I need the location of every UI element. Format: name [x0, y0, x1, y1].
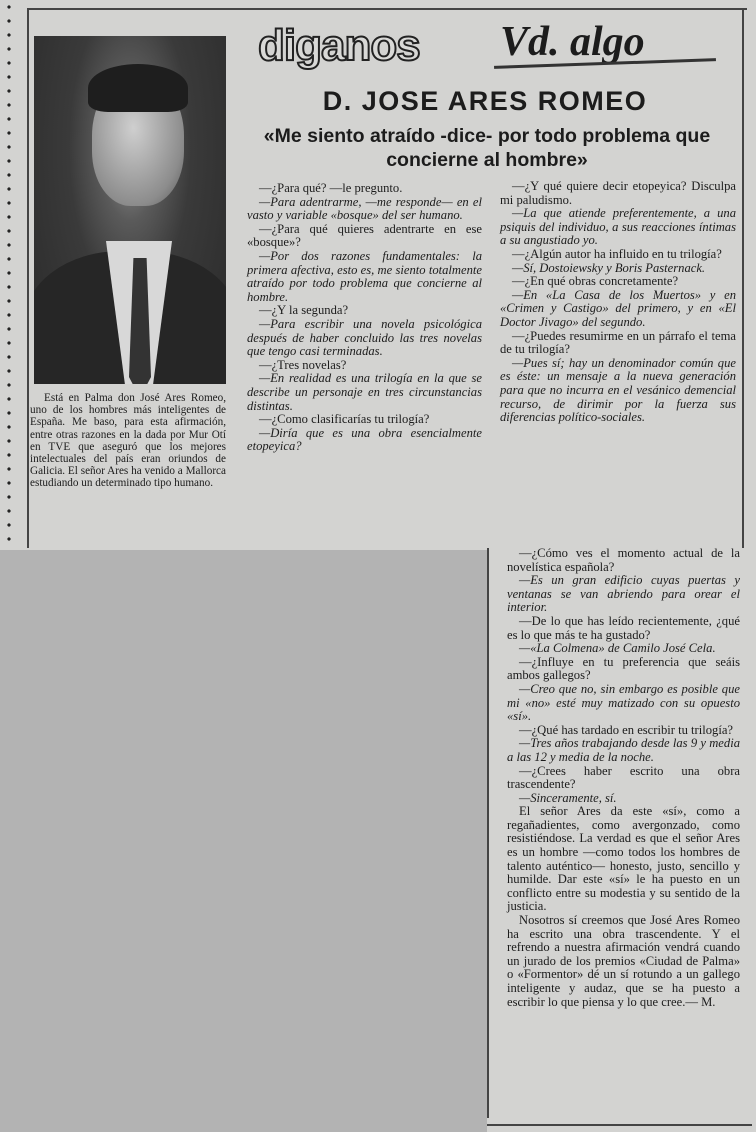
interview-paragraph: —¿Cómo ves el momento actual de la novelística española? — [507, 546, 740, 574]
interview-paragraph: —¿Para qué? —le pregunto. — [259, 181, 403, 195]
interview-paragraph: —¿Para qué quieres adentrarte en ese «bosque»? — [247, 221, 482, 250]
interview-paragraph: —Diría que es una obra esencialmente etopeyica? — [247, 425, 482, 454]
interview-paragraph: —Sinceramente, sí. — [519, 790, 617, 805]
interview-paragraph: —¿Y la segunda? — [259, 303, 349, 318]
interview-paragraph: —De lo que has leído recientemente, ¿qué es lo que más te ha gustado? — [507, 613, 740, 642]
top-border-rule — [27, 8, 747, 10]
perforation-dots — [3, 0, 15, 550]
bottom-left-rule — [487, 548, 489, 1118]
interview-paragraph: —Creo que no, sin embargo es posible que mi «no» esté muy matizado con su opuesto «sí». — [507, 681, 740, 724]
interview-paragraph: —¿Como clasificarías tu trilogía? — [259, 412, 430, 427]
interview-paragraph: —Tres años trabajando desde las 9 y media a las 12 y media de la noche. — [507, 736, 740, 764]
interview-paragraph: —¿Puedes resumirme en un párrafo el tema de tu trilogía? — [500, 328, 736, 357]
interview-paragraph: —¿En qué obras concretamente? — [512, 274, 679, 289]
interview-column-1 — [247, 182, 482, 454]
interview-paragraph: —¿Algún autor ha influido en tu trilogía? — [512, 246, 722, 261]
interview-paragraph: —En realidad es una trilogía en la que se describe un personaje en tres circunstancias distintas. — [247, 371, 482, 413]
interview-paragraph: —Por dos razones fundamentales: la primera afectiva, esto es, me siento totalmente atraído por todo problema que concierne al hombre. — [247, 248, 482, 304]
interview-paragraph: —Pues sí; hay un denominador común que es éste: un mensaje a la nueva generación para que no incurra en el vesánico demencial recurso, de dirimir por la fuerza sus diferencias político-sociales. — [500, 355, 736, 425]
interview-paragraph: —Es un gran edificio cuyas puertas y ventanas se van abriendo para orear el interior. — [507, 573, 740, 615]
headline: D. JOSE ARES ROMEO — [322, 86, 648, 116]
photo-caption: Está en Palma don José Ares Romeo, uno de los hombres más inteligentes de España. Me baso, para esta afirmación, entre otras razones en la dada por Mur Otí en TVE que aseguró que los mejores intelectuales del país eran oriundos de Galicia. El señor Ares ha venido a Mallorca estudiando un determinado tipo humano. — [30, 392, 226, 490]
interview-paragraph: —Para escribir una novela psicológica después de haber concluido las tres novelas que tengo casi terminadas. — [247, 316, 482, 359]
interview-paragraph: —¿Influye en tu preferencia que seáis ambos gallegos? — [507, 654, 740, 683]
portrait-photo — [34, 36, 226, 384]
interview-paragraph: —En «La Casa de los Muertos» y en «Crimen y Castigo» del primero, y en «El Doctor Jivago» del segundo. — [500, 287, 736, 329]
subheadline: «Me siento atraído -dice- por todo problema que concierne al hombre» — [263, 125, 711, 171]
section-title-script: Vd. algo — [500, 19, 645, 65]
left-border-rule — [27, 8, 29, 548]
interview-paragraph: —Sí, Dostoiewsky y Boris Pasternack. — [512, 260, 706, 275]
interview-paragraph: —¿Tres novelas? — [259, 357, 347, 372]
interview-paragraph: —¿Qué has tardado en escribir tu trilogía? — [519, 722, 734, 737]
closing-paragraph: Nosotros sí creemos que José Ares Romeo ha escrito una obra trascendente. Y el refrendo a nuestra afirmación vendrá cuando un jurado de los premios «Ciudad de Palma» o «Formentor» dé un sí rotundo a un gallego inteligente y audaz, que se ha puesto a escribir lo que piensa y lo que cree.— M. — [507, 913, 740, 1009]
closing-paragraph: El señor Ares da este «sí», como a regañadientes, como avergonzado, como resistiéndose. La verdad es que el señor Ares es un hombre —como todos los hombres de talento auténtico— honesto, justo, sencillo y humilde. Dar este «sí» le ha puesto en un conflicto entre su modestia y su sentido de la justicia. — [507, 804, 740, 914]
bottom-rule — [487, 1124, 752, 1126]
interview-paragraph: —Para adentrarme, —me responde— en el vasto y variable «bosque» del ser humano. — [247, 194, 482, 223]
interview-paragraph: —¿Y qué quiere decir etopeyica? Disculpa mi paludismo. — [500, 179, 736, 207]
interview-paragraph: —La que atiende preferentemente, a una psiquis del individuo, a sus reacciones íntimas a su angustiado yo. — [500, 206, 736, 248]
section-title-word: diganos — [258, 21, 420, 70]
interview-paragraph: —¿Crees haber escrito una obra trascendente? — [507, 763, 740, 792]
interview-column-3 — [507, 547, 740, 1009]
right-border-rule — [742, 8, 744, 548]
interview-column-2 — [500, 180, 736, 425]
interview-paragraph: —«La Colmena» de Camilo José Cela. — [519, 641, 716, 656]
